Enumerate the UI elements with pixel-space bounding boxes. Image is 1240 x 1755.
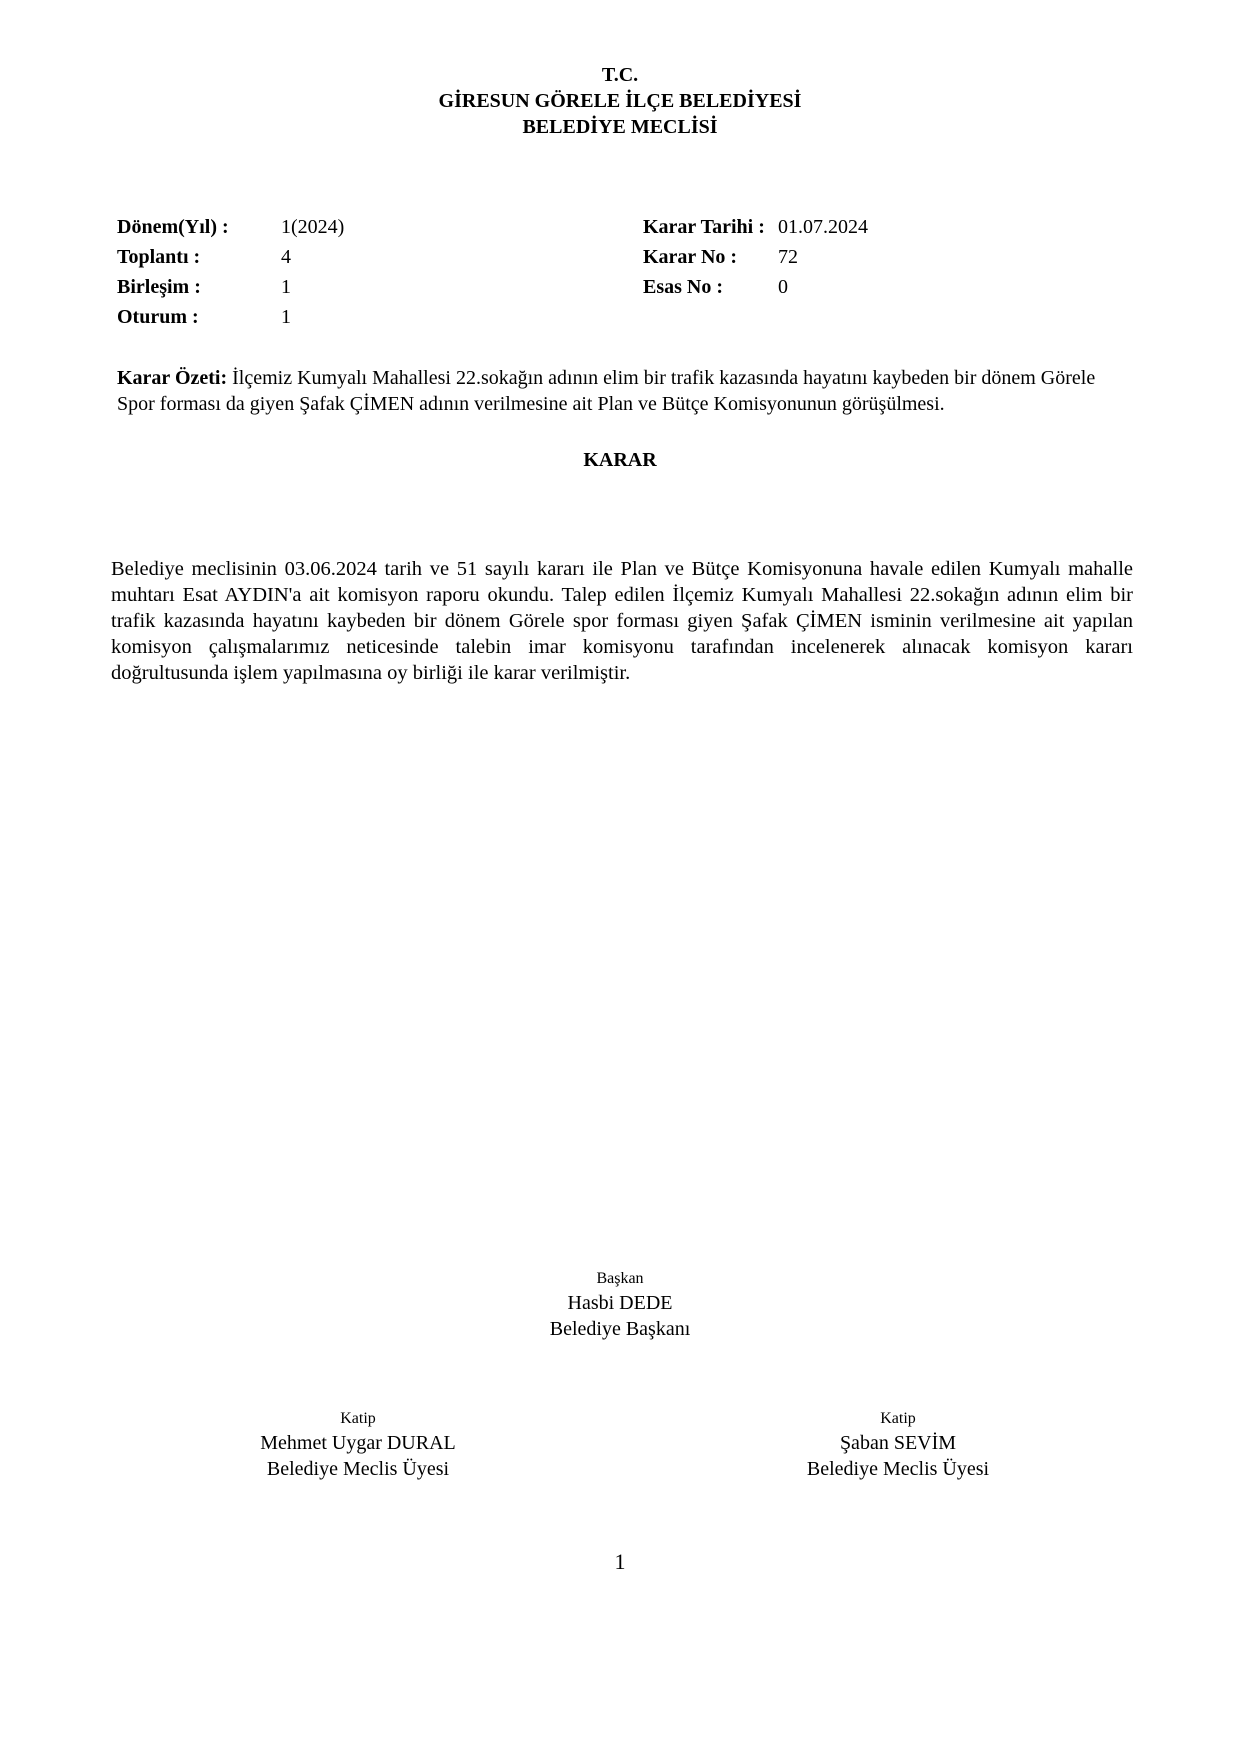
oturum-value: 1 — [281, 306, 291, 328]
header-tc: T.C. — [601, 64, 639, 86]
signature-president — [420, 1268, 820, 1342]
clerk-left-name: Mehmet Uygar DURAL — [260, 1432, 456, 1454]
toplanti-value: 4 — [281, 246, 291, 268]
birlesim-label: Birleşim : — [117, 276, 201, 298]
decision-body: Belediye meclisinin 03.06.2024 tarih ve 51 sayılı kararı ile Plan ve Bütçe Komisyonuna havale edilen Kumyalı mahalle muhtarı Esat AYDIN'a ait komisyon raporu okundu. Talep edilen İlçemiz Kumyalı Mahallesi 22.sokağın adının elim bir trafik kazasında hayatını kaybeden bir dönem Görele spor forması giyen Şafak ÇİMEN isminin verilmesine ait yapılan komisyon çalışmalarımız neticesinde talebin imar komisyonu tarafından incelenerek alınacak komisyon kararı doğrultusunda işlem yapılmasına oy birliği ile karar verilmiştir. — [111, 558, 1133, 684]
summary-text: İlçemiz Kumyalı Mahallesi 22.sokağın adının elim bir trafik kazasında hayatını kaybeden bir dönem Görele Spor forması da giyen Şafak ÇİMEN adının verilmesine ait Plan ve Bütçe Komisyonunun görüşülmesi. — [117, 367, 1096, 415]
clerk-right-title: Belediye Meclis Üyesi — [806, 1458, 990, 1480]
president-title: Belediye Başkanı — [549, 1318, 691, 1340]
decision-title: KARAR — [583, 449, 657, 471]
clerk-left-role: Katip — [340, 1410, 376, 1427]
clerk-right-name: Şaban SEVİM — [839, 1432, 957, 1454]
donem-label: Dönem(Yıl) : — [117, 216, 229, 238]
karar-tarihi-value: 01.07.2024 — [778, 216, 868, 238]
signature-clerk-left — [158, 1408, 558, 1482]
page-number: 1 — [614, 1549, 626, 1574]
president-name: Hasbi DEDE — [567, 1292, 673, 1314]
header-municipality: GİRESUN GÖRELE İLÇE BELEDİYESİ — [438, 90, 802, 112]
karar-no-label: Karar No : — [643, 246, 738, 268]
oturum-label: Oturum : — [117, 306, 199, 328]
esas-no-value: 0 — [778, 276, 788, 298]
donem-value: 1(2024) — [281, 216, 345, 238]
birlesim-value: 1 — [281, 276, 291, 298]
karar-tarihi-label: Karar Tarihi : — [643, 216, 765, 238]
president-role: Başkan — [596, 1270, 644, 1287]
toplanti-label: Toplantı : — [117, 246, 201, 268]
summary-label: Karar Özeti: — [117, 367, 228, 389]
document-header — [0, 62, 1240, 140]
decision-summary — [117, 365, 1127, 417]
signature-clerk-right — [698, 1408, 1098, 1482]
header-council: BELEDİYE MECLİSİ — [522, 116, 718, 138]
esas-no-label: Esas No : — [643, 276, 724, 298]
karar-no-value: 72 — [778, 246, 798, 268]
clerk-right-role: Katip — [880, 1410, 916, 1427]
clerk-left-title: Belediye Meclis Üyesi — [266, 1458, 450, 1480]
